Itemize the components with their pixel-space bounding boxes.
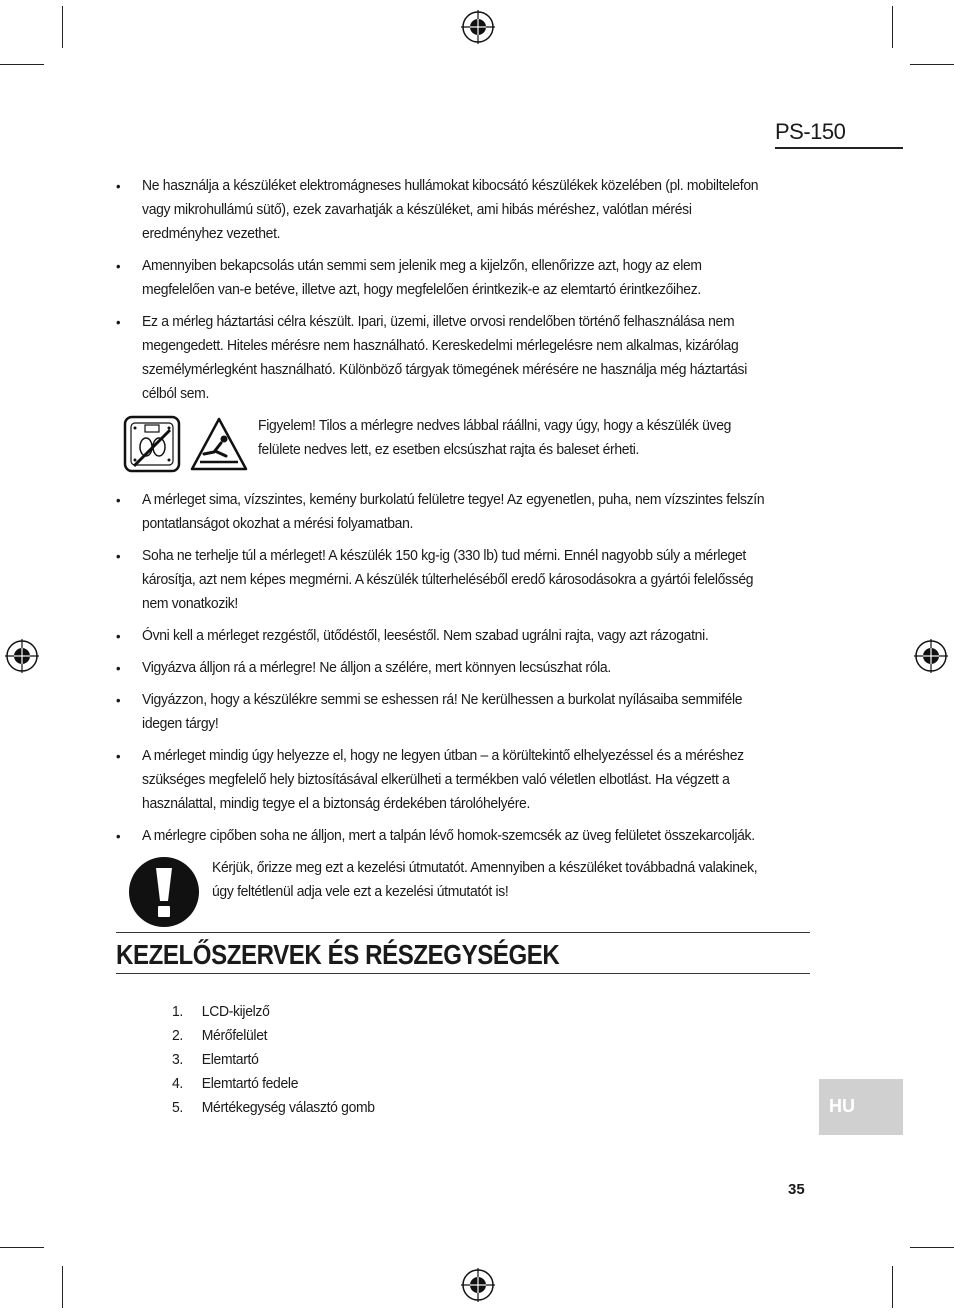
- list-item: 5. Mértékegység választó gomb: [172, 1099, 375, 1116]
- exclamation-icon: [128, 856, 200, 928]
- notice-text: Kérjük, őrizze meg ezt a kezelési útmutatót. Amennyiben a készüléket továbbadná valakinek, úgy feltétlenül adja vele ezt a kezelési útmutatót is!: [212, 859, 758, 900]
- registration-mark-icon: [5, 639, 39, 673]
- language-tab: HU: [819, 1079, 903, 1135]
- list-item: • Soha ne terhelje túl a mérleget! A készülék 150 kg-ig (330 lb) tud mérni. Ennél nagyobb súly a mérleget károsítja, azt nem képes megmérni. A készülék túlterheléséből eredő károsodásokra a gyártói felelősség nem vonatkozik!: [116, 544, 767, 616]
- main-content: [116, 174, 816, 928]
- list-item: • Ez a mérleg háztartási célra készült. Ipari, üzemi, illetve orvosi rendelőben történő felhasználása nem megengedett. Hiteles mérésre nem használható. Kereskedelmi mérlegelésre nem alkalmas, kizárólag személymérlegként használható. Különböző tárgyak tömegének mérésére ne használja még háztartási célból sem.: [116, 310, 767, 406]
- list-item: 3. Elemtartó: [172, 1051, 259, 1068]
- list-item: • Vigyázva álljon rá a mérlegre! Ne álljon a szélére, mert könnyen lecsúszhat róla.: [116, 656, 767, 680]
- list-item: • Vigyázzon, hogy a készülékre semmi se eshessen rá! Ne kerülhessen a burkolat nyílásaiba semmiféle idegen tárgy!: [116, 688, 767, 736]
- list-item: 1. LCD-kijelző: [172, 1003, 270, 1020]
- parts-list: [172, 1000, 375, 1120]
- slippery-surface-icon: [188, 414, 250, 474]
- section-title: KEZELŐSZERVEK ÉS RÉSZEGYSÉGEK: [116, 939, 560, 970]
- warning-text: Figyelem! Tilos a mérlegre nedves lábbal ráállni, vagy úgy, hogy a készülék üveg felülete nedves lett, ez esetben elcsúszhat rajta és baleset érheti.: [258, 417, 732, 458]
- model-number: PS-150: [775, 118, 903, 149]
- crop-mark: [0, 1247, 44, 1248]
- no-wet-feet-icon: [122, 414, 182, 474]
- list-item: • A mérleget sima, vízszintes, kemény burkolatú felületre tegye! Az egyenetlen, puha, nem vízszintes felszín pontatlanságot okozhat a mérési folyamatban.: [116, 488, 767, 536]
- keep-manual-notice: [128, 856, 816, 928]
- list-item: 2. Mérőfelület: [172, 1027, 268, 1044]
- safety-list-bottom: [116, 488, 767, 848]
- crop-mark: [910, 64, 954, 65]
- list-item: • A mérleget mindig úgy helyezze el, hogy ne legyen útban – a körültekintő elhelyezéssel és a méréshez szükséges megfelelő hely biztosításával elkerülheti a termékben való véletlen elbotlást. Ha végzett a használattal, mindig tegye el a biztonság érdekében tárolóhelyére.: [116, 744, 767, 816]
- wet-feet-warning: [122, 414, 816, 474]
- list-item: • A mérlegre cipőben soha ne álljon, mert a talpán lévő homok-szemcsék az üveg felületet összekarcolják.: [116, 824, 767, 848]
- crop-mark: [62, 6, 63, 48]
- crop-mark: [892, 1266, 893, 1308]
- list-item: • Óvni kell a mérleget rezgéstől, ütődéstől, leeséstől. Nem szabad ugrálni rajta, vagy azt rázogatni.: [116, 624, 767, 648]
- crop-mark: [910, 1247, 954, 1248]
- page-number: 35: [788, 1181, 805, 1198]
- registration-mark-icon: [461, 1268, 495, 1302]
- section-heading: [116, 932, 810, 974]
- safety-list-top: [116, 174, 767, 406]
- list-item: 4. Elemtartó fedele: [172, 1075, 299, 1092]
- registration-mark-icon: [914, 639, 948, 673]
- list-item: • Amennyiben bekapcsolás után semmi sem jelenik meg a kijelzőn, ellenőrizze azt, hogy az elem megfelelően van-e betéve, illetve azt, hogy megfelelően érintkezik-e az elemtartó érintkezőihez.: [116, 254, 767, 302]
- list-item: • Ne használja a készüléket elektromágneses hullámokat kibocsátó készülékek közelében (pl. mobiltelefon vagy mikrohullámú sütő), ezek zavarhatják a készüléket, ami hibás méréshez, valótlan mérési eredményhez vezethet.: [116, 174, 767, 246]
- crop-mark: [892, 6, 893, 48]
- registration-mark-icon: [461, 10, 495, 44]
- crop-mark: [62, 1266, 63, 1308]
- crop-mark: [0, 64, 44, 65]
